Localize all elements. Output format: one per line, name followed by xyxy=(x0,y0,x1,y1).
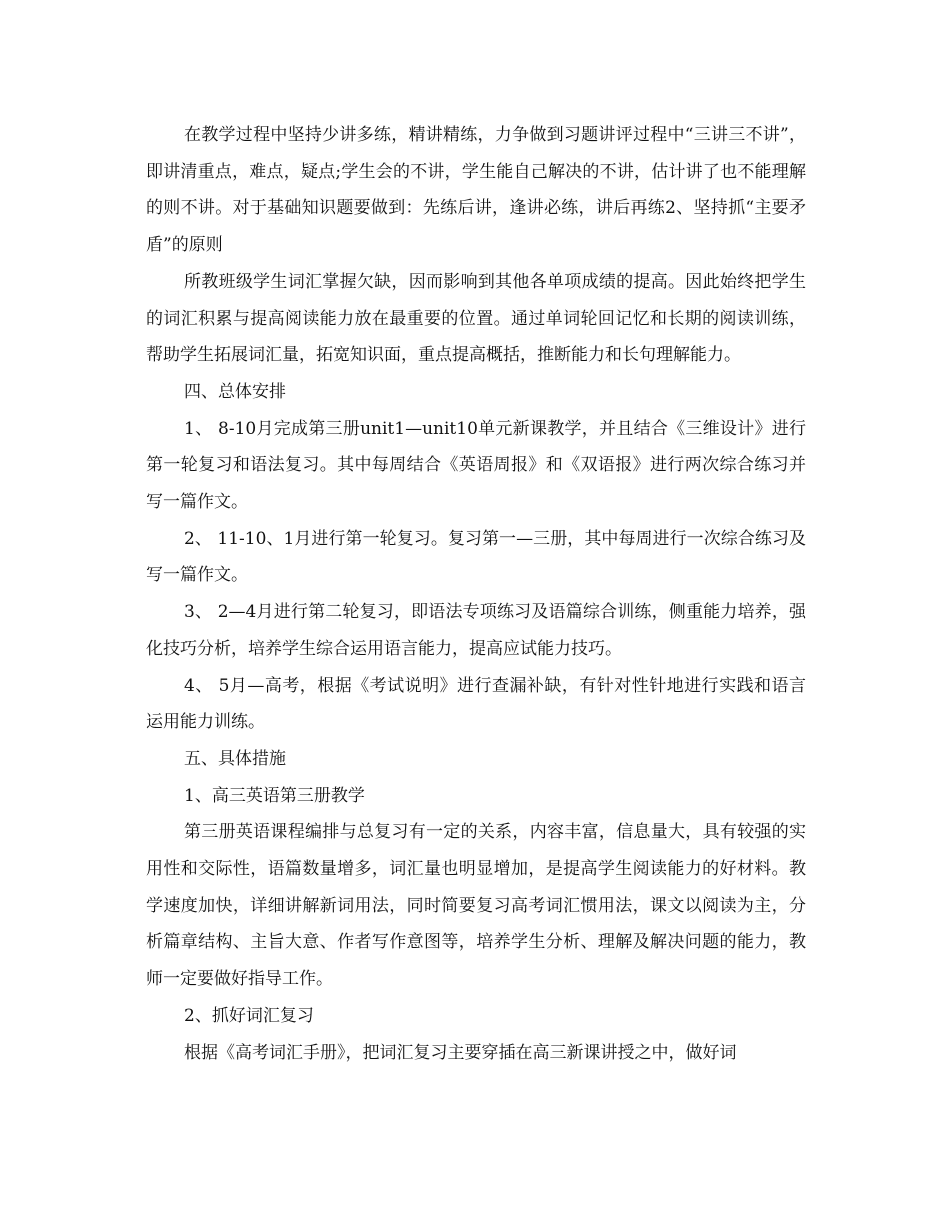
plan-item-2: 2、 11-10、1月进行第一轮复习。复习第一—三册，其中每周进行一次综合练习及写一篇作文。 xyxy=(146,528,806,586)
section-heading-overall-plan: 四、总体安排 xyxy=(184,381,286,402)
plan-item-3: 3、 2—4月进行第二轮复习，即语法专项练习及语篇综合训练，侧重能力培养，强化技巧分析，培养学生综合运用语言能力，提高应试能力技巧。 xyxy=(146,602,806,659)
section-heading-measures: 五、具体措施 xyxy=(184,748,286,769)
plan-item-4: 4、 5月—高考，根据《考试说明》进行查漏补缺，有针对性针地进行实践和语言运用能力训练。 xyxy=(146,675,806,733)
plan-item-1: 1、 8-10月完成第三册unit1—unit10单元新课教学，并且结合《三维设计》进行第一轮复习和语法复习。其中每周结合《英语周报》和《双语报》进行两次综合练习并写一篇作文。 xyxy=(146,418,806,513)
subheading-book-three: 1、高三英语第三册教学 xyxy=(184,785,365,806)
paragraph-book-three: 第三册英语课程编排与总复习有一定的关系，内容丰富，信息量大，具有较强的实用性和交际性，语篇数量增多，词汇量也明显增加，是提高学生阅读能力的好材料。教学速度加快，详细讲解新词用法，同时简要复习高考词汇惯用法，课文以阅读为主，分析篇章结构、主旨大意、作者写作意图等，培养学生分析、理解及解决问题的能力，教师一定要做好指导工作。 xyxy=(146,822,806,990)
paragraph-vocabulary-focus: 所教班级学生词汇掌握欠缺，因而影响到其他各单项成绩的提高。因此始终把学生的词汇积累与提高阅读能力放在最重要的位置。通过单词轮回记忆和长期的阅读训练，帮助学生拓展词汇量，拓宽知识面，重点提高概括，推断能力和长句理解能力。 xyxy=(146,271,806,366)
paragraph-vocabulary-review: 根据《高考词汇手册》，把词汇复习主要穿插在高三新课讲授之中，做好词 xyxy=(184,1042,737,1063)
paragraph-teaching-principle: 在教学过程中坚持少讲多练，精讲精练，力争做到习题讲评过程中“三讲三不讲”，即讲清重点，难点，疑点;学生会的不讲，学生能自己解决的不讲，估计讲了也不能理解的则不讲。对于基础知识题要做到：先练后讲，逢讲必练，讲后再练2、坚持抓“主要矛盾”的原则 xyxy=(146,125,806,256)
subheading-vocabulary-review: 2、抓好词汇复习 xyxy=(184,1005,314,1026)
document-body xyxy=(146,117,806,1071)
